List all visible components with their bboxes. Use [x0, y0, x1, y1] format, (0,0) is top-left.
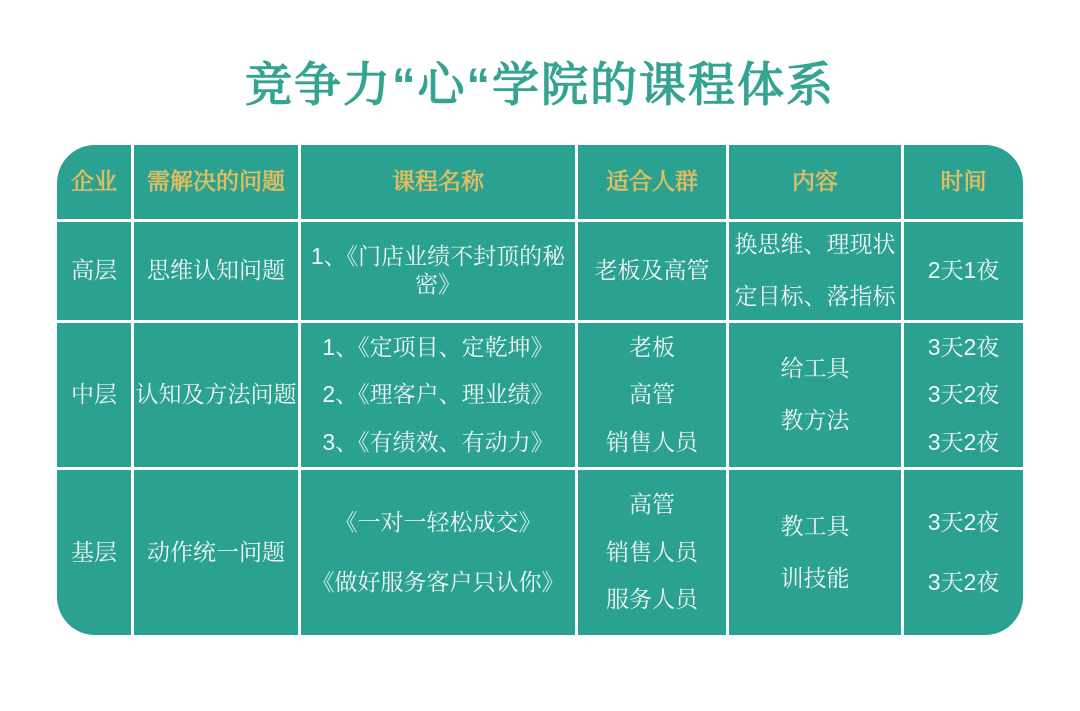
course-line: 《做好服务客户只认你》	[311, 568, 565, 595]
row3-cell-duration	[904, 470, 1023, 635]
course-line: 3、《有绩效、有动力》	[322, 428, 554, 455]
row1-cell-content	[729, 222, 901, 320]
duration-line: 3天2夜	[927, 333, 1000, 360]
row3-cell-content	[729, 470, 901, 635]
row2-cell-courses	[301, 323, 575, 467]
content-line: 教工具	[780, 512, 850, 539]
header-cell-enterprise: 企业	[57, 145, 131, 219]
course-table	[57, 145, 1023, 635]
row2-cell-duration	[904, 323, 1023, 467]
row2-cell-content	[729, 323, 901, 467]
course-line: 1、《门店业绩不封顶的秘密》	[310, 243, 566, 297]
row2-cell-problem: 认知及方法问题	[134, 323, 298, 467]
content-line: 教方法	[780, 407, 850, 433]
content-line: 训技能	[780, 564, 850, 591]
header-cell-content: 内容	[729, 145, 901, 219]
duration-line: 2天1夜	[927, 257, 1000, 284]
row3-cell-enterprise: 基层	[57, 470, 131, 635]
row1-cell-problem: 思维认知问题	[134, 222, 298, 320]
header-cell-audience: 适合人群	[578, 145, 726, 219]
audience-line: 销售人员	[606, 538, 698, 565]
course-line: 《一对一轻松成交》	[334, 508, 542, 535]
row1-cell-audience	[578, 222, 726, 320]
duration-line: 3天2夜	[927, 568, 1000, 595]
row3-cell-problem: 动作统一问题	[134, 470, 298, 635]
course-line: 1、《定项目、定乾坤》	[322, 333, 554, 360]
audience-line: 老板及高管	[594, 257, 710, 284]
row2-cell-audience	[578, 323, 726, 467]
duration-line: 3天2夜	[927, 508, 1000, 535]
row1-cell-duration	[904, 222, 1023, 320]
page-title: 竞争力“心“学院的课程体系	[245, 58, 835, 111]
audience-line: 服务人员	[606, 586, 698, 613]
audience-line: 高管	[629, 491, 675, 518]
header-cell-duration: 时间	[904, 145, 1023, 219]
content-line: 换思维、理现状	[734, 231, 896, 258]
duration-line: 3天2夜	[927, 381, 1000, 408]
header-cell-course: 课程名称	[301, 145, 575, 219]
row1-cell-enterprise: 高层	[57, 222, 131, 320]
audience-line: 高管	[629, 381, 675, 408]
course-line: 2、《理客户、理业绩》	[322, 381, 554, 408]
content-line: 定目标、落指标	[734, 283, 896, 309]
row3-cell-audience	[578, 470, 726, 635]
row1-cell-courses	[301, 222, 575, 320]
row3-cell-courses	[301, 470, 575, 635]
audience-line: 老板	[629, 333, 675, 360]
duration-line: 3天2夜	[927, 428, 1000, 455]
audience-line: 销售人员	[606, 428, 698, 455]
content-line: 给工具	[780, 355, 850, 382]
row2-cell-enterprise: 中层	[57, 323, 131, 467]
header-cell-problem: 需解决的问题	[134, 145, 298, 219]
